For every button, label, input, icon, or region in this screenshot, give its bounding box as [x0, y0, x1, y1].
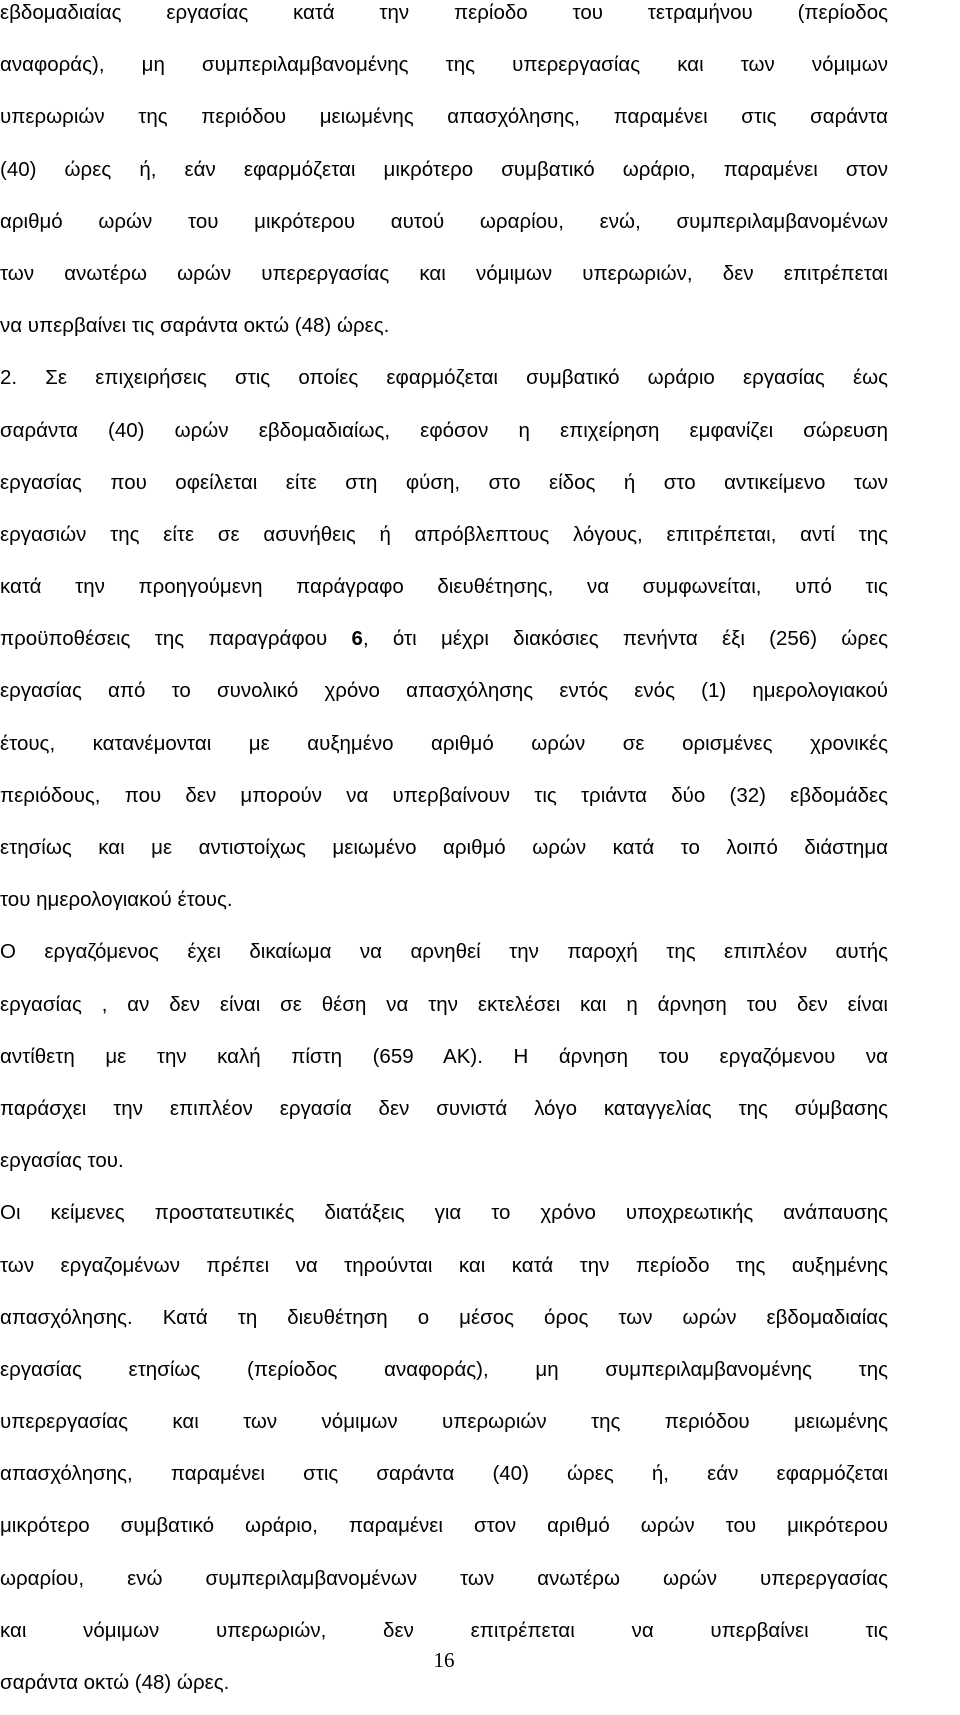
- text-line: των εργαζομένων πρέπει να τηρούνται και κατά την περίοδο της αυξημένης: [0, 1253, 888, 1277]
- text-line: σαράντα (40) ωρών εβδομαδιαίως, εφόσον η επιχείρηση εμφανίζει σώρευση: [0, 418, 888, 442]
- text-line: αριθμό ωρών του μικρότερου αυτού ωραρίου, ενώ, συμπεριλαμβανομένων: [0, 209, 888, 233]
- text-line: έτους, κατανέμονται με αυξημένο αριθμό ωρών σε ορισμένες χρονικές: [0, 731, 888, 755]
- text-line: εργασιών της είτε σε ασυνήθεις ή απρόβλεπτους λόγους, επιτρέπεται, αντί της: [0, 522, 888, 546]
- text-line: εβδομαδιαίας εργασίας κατά την περίοδο του τετραμήνου (περίοδος: [0, 1, 888, 24]
- page-number: 16: [433, 1648, 455, 1672]
- text-line: (40) ώρες ή, εάν εφαρμόζεται μικρότερο συμβατικό ωράριο, παραμένει στον: [0, 157, 888, 181]
- text-line: εργασίας , αν δεν είναι σε θέση να την εκτελέσει και η άρνηση του δεν είναι: [0, 992, 888, 1016]
- text-line: [0, 619, 888, 671]
- text-line: να υπερβαίνει τις σαράντα οκτώ (48) ώρες.: [0, 314, 390, 338]
- text-line: Ο εργαζόμενος έχει δικαίωμα να αρνηθεί την παροχή της επιπλέον αυτής: [0, 940, 888, 964]
- text-line: εργασίας που οφείλεται είτε στη φύση, στο είδος ή στο αντικείμενο των: [0, 470, 888, 494]
- text-line: ωραρίου, ενώ συμπεριλαμβανομένων των ανωτέρω ωρών υπερεργασίας: [0, 1566, 888, 1590]
- text-run: προϋποθέσεις της παραγράφου: [0, 627, 352, 651]
- text-line: σαράντα οκτώ (48) ώρες.: [0, 1671, 230, 1694]
- text-line: υπερωριών της περιόδου μειωμένης απασχόλησης, παραμένει στις σαράντα: [0, 105, 888, 129]
- text-line: 2. Σε επιχειρήσεις στις οποίες εφαρμόζεται συμβατικό ωράριο εργασίας έως: [0, 366, 888, 390]
- text-line: απασχόλησης. Κατά τη διευθέτηση ο μέσος όρος των ωρών εβδομαδιαίας: [0, 1305, 888, 1329]
- text-line: περιόδους, που δεν μπορούν να υπερβαίνουν τις τριάντα δύο (32) εβδομάδες: [0, 783, 888, 807]
- text-run: , ότι μέχρι διακόσιες πενήντα έξι (256) ώρες: [362, 627, 888, 651]
- text-line: παράσχει την επιπλέον εργασία δεν συνιστά λόγο καταγγελίας της σύμβασης: [0, 1096, 888, 1120]
- text-line: Οι κείμενες προστατευτικές διατάξεις για το χρόνο υποχρεωτικής ανάπαυσης: [0, 1201, 888, 1225]
- text-line: απασχόλησης, παραμένει στις σαράντα (40) ώρες ή, εάν εφαρμόζεται: [0, 1462, 888, 1486]
- text-line: εργασίας ετησίως (περίοδος αναφοράς), μη συμπεριλαμβανομένης της: [0, 1357, 888, 1381]
- text-line: του ημερολογιακού έτους.: [0, 888, 233, 912]
- text-line: αντίθετη με την καλή πίστη (659 ΑΚ). Η άρνηση του εργαζόμενου να: [0, 1044, 888, 1068]
- text-line: εργασίας από το συνολικό χρόνο απασχόλησης εντός ενός (1) ημερολογιακού: [0, 679, 888, 703]
- text-line: εργασίας του.: [0, 1149, 124, 1173]
- text-line: των ανωτέρω ωρών υπερεργασίας και νόμιμων υπερωριών, δεν επιτρέπεται: [0, 261, 888, 285]
- text-line: ετησίως και με αντιστοίχως μειωμένο αριθμό ωρών κατά το λοιπό διάστημα: [0, 836, 888, 859]
- text-line: μικρότερο συμβατικό ωράριο, παραμένει στον αριθμό ωρών του μικρότερου: [0, 1514, 888, 1538]
- text-line: και νόμιμων υπερωριών, δεν επιτρέπεται να υπερβαίνει τις: [0, 1618, 888, 1642]
- text-line: αναφοράς), μη συμπεριλαμβανομένης της υπερεργασίας και των νόμιμων: [0, 53, 888, 77]
- text-line: υπερεργασίας και των νόμιμων υπερωριών της περιόδου μειωμένης: [0, 1410, 888, 1434]
- text-line: κατά την προηγούμενη παράγραφο διευθέτησης, να συμφωνείται, υπό τις: [0, 575, 888, 599]
- bold-paragraph-reference: 6: [351, 627, 363, 651]
